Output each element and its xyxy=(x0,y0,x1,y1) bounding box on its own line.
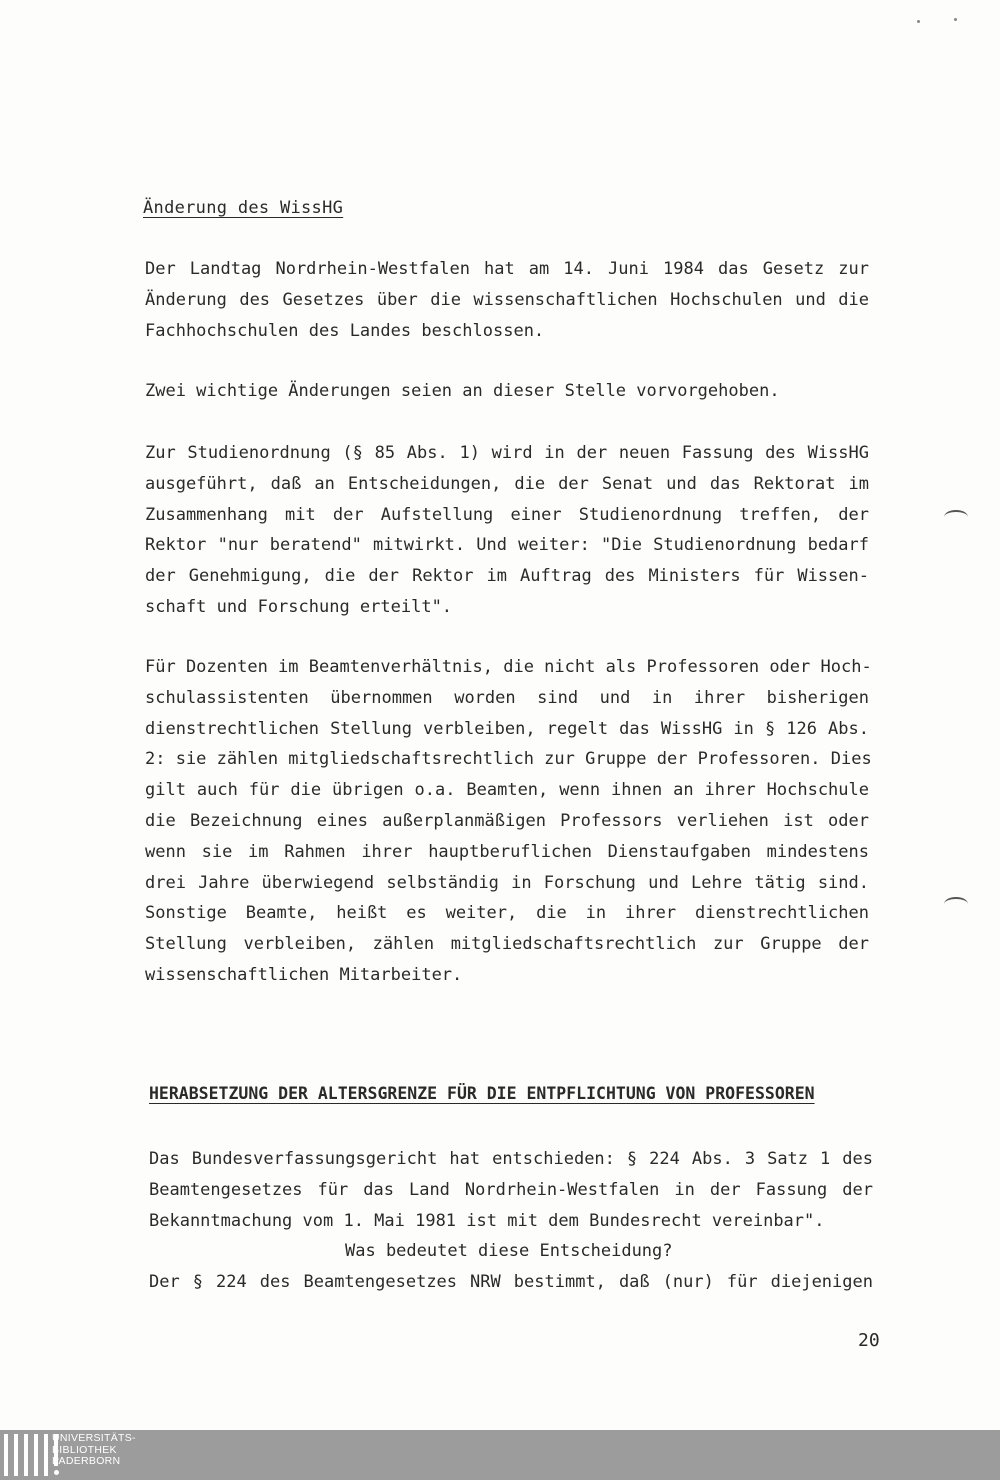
text-line: schulassistenten übernommen worden sind und in ihrer bisherigen xyxy=(145,687,869,708)
text-line: Beamtengesetzes für das Land Nordrhein-Westfalen in der Fassung der xyxy=(149,1179,873,1200)
text-line: 2: sie zählen mitgliedschaftsrechtlich zur Gruppe der Professoren. Dies xyxy=(145,749,872,770)
text-line: Änderung des Gesetzes über die wissenschaftlichen Hochschulen und die xyxy=(145,289,869,310)
text-line: drei Jahre überwiegend selbständig in Forschung und Lehre tätig sind. xyxy=(145,872,869,893)
library-logo-icon xyxy=(4,1434,58,1476)
punch-hole-mark xyxy=(944,897,968,911)
paragraph-landtag xyxy=(145,254,869,346)
text-line: ausgeführt, daß an Entscheidungen, die der Senat und das Rektorat im xyxy=(145,473,869,494)
text-line: der Genehmigung, die der Rektor im Auftrag des Ministers für Wissen- xyxy=(145,566,869,587)
text-line: Für Dozenten im Beamtenverhältnis, die nicht als Professoren oder Hoch- xyxy=(145,657,872,677)
text-line: Bekanntmachung vom 1. Mai 1981 ist mit dem Bundesrecht vereinbar". xyxy=(149,1210,825,1231)
text-line: schaft und Forschung erteilt". xyxy=(145,596,453,617)
paragraph-changes-intro xyxy=(145,376,869,407)
text-line: gilt auch für die übrigen o.a. Beamten, wenn ihnen an ihrer Hochschule xyxy=(145,780,869,801)
text-line: Das Bundesverfassungsgericht hat entschieden: § 224 Abs. 3 Satz 1 des xyxy=(149,1149,873,1169)
section-heading-altersgrenze: HERABSETZUNG DER ALTERSGRENZE FÜR DIE ENTPFLICHTUNG VON PROFESSOREN xyxy=(149,1084,815,1103)
text-line: Zwei wichtige Änderungen seien an dieser Stelle vorvorgehoben. xyxy=(145,381,780,401)
text-line: wenn sie im Rahmen ihrer hauptberuflichen Dienstaufgaben mindestens xyxy=(145,841,869,862)
text-line: Stellung verbleiben, zählen mitgliedschaftsrechtlich zur Gruppe der xyxy=(145,934,869,955)
text-line: wissenschaftlichen Mitarbeiter. xyxy=(145,964,463,985)
page-number: 20 xyxy=(858,1330,880,1351)
text-line: Der § 224 des Beamtengesetzes NRW bestimmt, daß (nur) für diejenigen xyxy=(149,1272,873,1293)
question-line: Was bedeutet diese Entscheidung? xyxy=(345,1241,673,1262)
paragraph-bundesverfassungsgericht xyxy=(149,1144,873,1298)
logo-line: PADERBORN xyxy=(52,1455,121,1467)
punch-hole-mark xyxy=(944,510,968,524)
text-line: Sonstige Beamte, heißt es weiter, die in ihrer dienstrechtlichen xyxy=(145,903,869,924)
text-line: Der Landtag Nordrhein-Westfalen hat am 14. Juni 1984 das Gesetz zur xyxy=(145,259,869,279)
text-line: Fachhochschulen des Landes beschlossen. xyxy=(145,320,545,341)
text-line: dienstrechtlichen Stellung verbleiben, regelt das WissHG in § 126 Abs. xyxy=(145,718,869,739)
text-line: Zur Studienordnung (§ 85 Abs. 1) wird in der neuen Fassung des WissHG xyxy=(145,443,869,463)
text-line: Rektor "nur beratend" mitwirkt. Und weiter: "Die Studienordnung bedarf xyxy=(145,535,869,556)
text-line: Zusammenhang mit der Aufstellung einer Studienordnung treffen, der xyxy=(145,504,869,525)
paragraph-studienordnung xyxy=(145,438,869,623)
scan-speck xyxy=(917,20,920,23)
library-footer-bar xyxy=(0,1430,1000,1480)
library-logo-text xyxy=(52,1433,136,1468)
text-line: die Bezeichnung eines außerplanmäßigen Professors verliehen ist oder xyxy=(145,810,869,831)
paragraph-dozenten xyxy=(145,652,872,991)
section-heading-wisshg: Änderung des WissHG xyxy=(143,198,344,218)
logo-line: BIBLIOTHEK xyxy=(52,1443,117,1456)
logo-line: UNIVERSITÄTS- xyxy=(52,1432,136,1444)
scan-speck xyxy=(954,18,957,21)
